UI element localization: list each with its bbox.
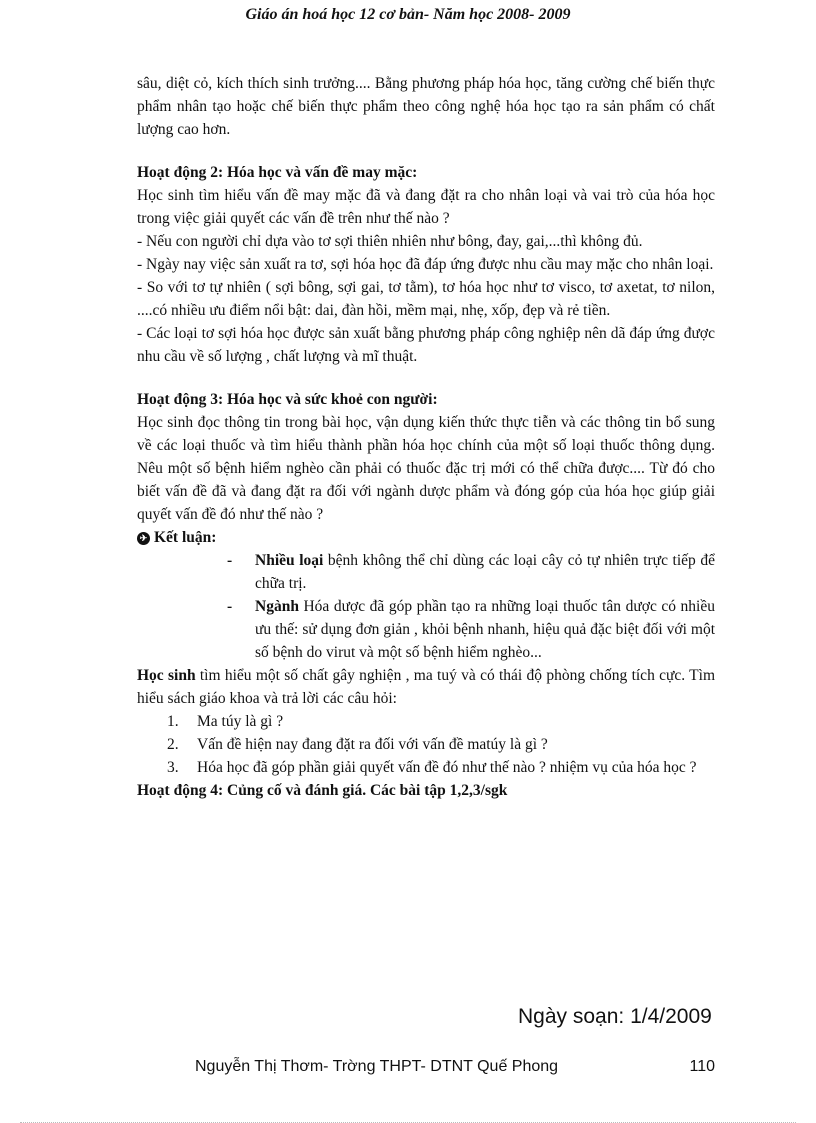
hocsinh-text: tìm hiểu một số chất gây nghiện , ma tuý và có thái độ phòng chống tích cực. Tìm hiểu sách giáo khoa và trả lời các câu hỏi: [137,667,716,707]
page-header: Giáo án hoá học 12 cơ bản- Năm học 2008- 2009 [245,6,571,23]
section2-line: - Các loại tơ sợi hóa học được sản xuất bằng phương pháp công nghiệp nên dã đáp ứng được nhu cầu về số lượng , chất lượng và mĩ thuật. [137,325,715,365]
section2-line: - So với tơ tự nhiên ( sợi bông, sợi gai, tơ tằm), tơ hóa học như tơ visco, tơ axetat, tơ nilon, ....có nhiều ưu điểm nổi bật: dai, đàn hồi, mềm mại, nhẹ, xốp, đẹp và rẻ tiền. [137,279,715,319]
question-text: Hóa học đã góp phần giải quyết vấn đề đó như thế nào ? nhiệm vụ của hóa học ? [197,759,697,776]
question-number: 1. [167,713,179,730]
ketluan-bullets [137,549,715,664]
page-number: 110 [689,1058,715,1075]
question-list [137,710,715,779]
bullet-bold: Nhiều loại [255,552,324,569]
list-item [167,710,715,733]
footer-author: Nguyễn Thị Thơm- Trờng THPT- DTNT Quế Phong [195,1058,559,1075]
bullet-bold: Ngành [255,598,299,615]
list-item [227,595,715,664]
section2-heading: Hoạt động 2: Hóa học và vấn đề may mặc: [137,164,418,181]
section2-line: Học sinh tìm hiểu vấn đề may mặc đã và đang đặt ra cho nhân loại và vai trò của hóa học trong việc giải quyết các vấn đề trên như thế nào ? [137,187,715,227]
question-text: Ma túy là gì ? [197,713,284,730]
list-item [167,756,715,779]
ketluan-line [137,526,715,549]
bullet-dash: - [227,552,233,569]
section4-heading: Hoạt động 4: Củng cố và đánh giá. Các bài tập 1,2,3/sgk [137,782,508,799]
question-number: 2. [167,736,179,753]
intro-paragraph: sâu, diệt cỏ, kích thích sinh trưởng.... Bằng phương pháp hóa học, tăng cường chế biến thực phẩm nhân tạo hoặc chế biến thực phẩm theo công nghệ hóa học tạo ra sản phẩm có chất lượng cao hơn. [137,75,715,138]
bullet-text: Hóa dược đã góp phần tạo ra những loại thuốc tân dược có nhiều ưu thế: sử dụng đơn giản , khỏi bệnh nhanh, hiệu quả đặc biệt đối với một số bệnh do virut và một số bệnh hiểm nghèo... [255,598,715,661]
section3-paragraph: Học sinh đọc thông tin trong bài học, vận dụng kiến thức thực tiễn và các thông tin bổ sung về các loại thuốc và tìm hiểu thành phần hóa học chính của một số loại thuốc thông dụng. Nêu một số bệnh hiểm nghèo cần phải có thuốc đặc trị mới có thể chữa được.... Từ đó cho biết vấn đề đã và đang đặt ra đối với ngành dược phẩm và đóng góp của hóa học giúp giải quyết vấn đề đó như thế nào ? [137,414,715,523]
list-item [167,733,715,756]
section2-line: - Nếu con người chỉ dựa vào tơ sợi thiên nhiên như bông, đay, gai,...thì không đủ. [137,233,643,250]
question-number: 3. [167,759,179,776]
question-text: Vấn đề hiện nay đang đặt ra đối với vấn đề matúy là gì ? [197,736,548,753]
bullet-text: bệnh không thể chỉ dùng các loại cây cỏ tự nhiên trực tiếp để chữa trị. [255,552,716,592]
ketluan-label: Kết luận: [154,529,217,546]
hocsinh-bold: Học sinh [137,667,196,684]
document-body [137,72,715,802]
bullet-dash: - [227,598,233,615]
plane-icon: ✈ [137,532,150,545]
page-footer [195,1058,715,1076]
section2-line: - Ngày nay việc sản xuất ra tơ, sợi hóa học đã đáp ứng được nhu cầu may mặc cho nhân loại. [137,256,714,273]
section3-heading: Hoạt động 3: Hóa học và sức khoẻ con người: [137,391,438,408]
hocsinh-paragraph [137,664,715,710]
list-item [227,549,715,595]
preparation-date: Ngày soạn: 1/4/2009 [518,1005,712,1028]
